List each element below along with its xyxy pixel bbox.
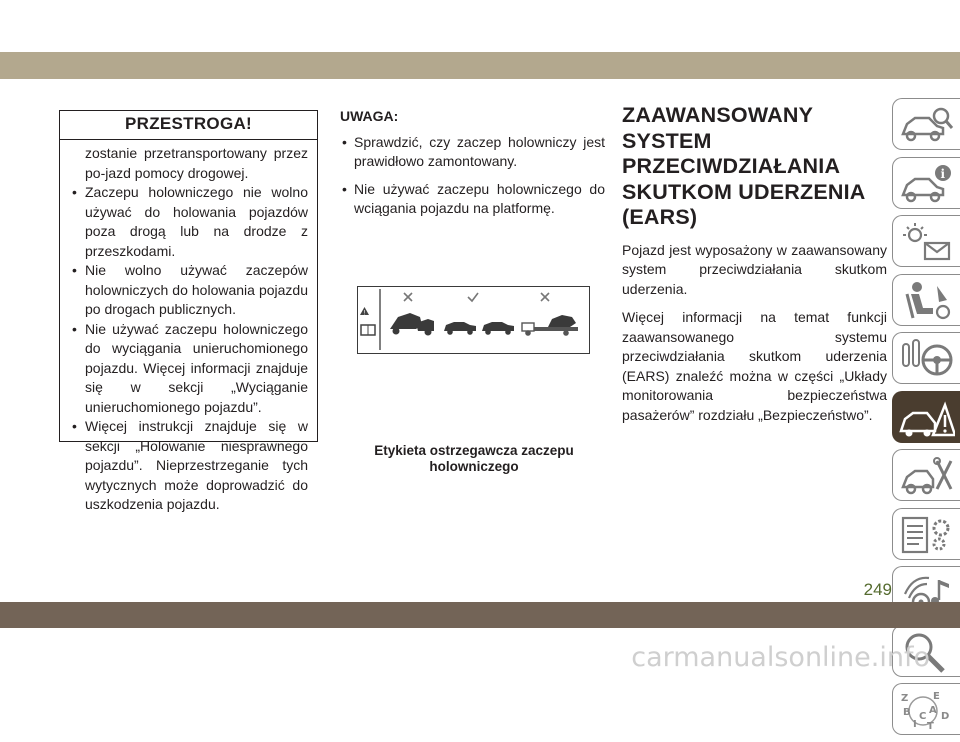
car-search-icon bbox=[899, 104, 955, 146]
airbag-seat-icon bbox=[899, 280, 955, 322]
svg-text:D: D bbox=[941, 711, 950, 722]
tab-index[interactable] bbox=[892, 683, 960, 735]
note-title: UWAGA: bbox=[340, 108, 399, 124]
alphabet-index-icon bbox=[899, 689, 955, 731]
page-number: 249 bbox=[863, 580, 892, 599]
caution-box bbox=[59, 110, 318, 512]
section-paragraph: Więcej informacji na temat funkcji zaawansowanego systemu przeciwdziałania skutkom uderzenia (EARS) znaleźć można w części „Układy monitorowania bezpieczeństwa pasażerów” rozdziału „Bezpieczeństwo”. bbox=[622, 309, 887, 423]
watermark bbox=[0, 642, 960, 673]
note-column bbox=[340, 107, 605, 227]
caution-item: • Zaczepu holowniczego nie wolno używać do holowania pojazdów poza drogą lub na drodze z przeszkodami. bbox=[70, 183, 308, 261]
caution-item: • Nie używać zaczepu holowniczego do wyciągania unieruchomionego pojazdu. Więcej informacji znajduje się w sekcji „Wyciąganie unieruchomionego pojazdu”. bbox=[70, 320, 308, 418]
svg-text:I: I bbox=[913, 719, 917, 730]
tab-warning-lights[interactable] bbox=[892, 215, 960, 267]
svg-text:!: ! bbox=[363, 309, 366, 317]
tow-warning-illustration bbox=[358, 287, 588, 352]
caution-list bbox=[70, 183, 308, 515]
car-tools-icon bbox=[899, 455, 955, 497]
tab-airbag-seat[interactable] bbox=[892, 274, 960, 326]
top-band bbox=[0, 52, 960, 79]
tow-hook-warning-label bbox=[357, 286, 590, 354]
section-title: ZAAWANSOWANY SYSTEM PRZECIWDZIAŁANIA SKUTKOM UDERZENIA (EARS) bbox=[622, 103, 865, 229]
caution-body bbox=[60, 140, 317, 515]
svg-text:E: E bbox=[933, 691, 940, 702]
caution-intro: zostanie przetransportowany przez po-jazd pomocy drogowej. bbox=[85, 145, 308, 181]
car-crash-icon bbox=[899, 397, 955, 439]
svg-text:i: i bbox=[940, 166, 946, 181]
svg-text:C: C bbox=[919, 711, 927, 722]
svg-text:B: B bbox=[903, 707, 911, 718]
car-info-icon bbox=[899, 163, 955, 205]
svg-text:A: A bbox=[929, 705, 937, 716]
note-item: • Sprawdzić, czy zaczep holowniczy jest prawidłowo zamontowany. bbox=[340, 133, 605, 172]
section-column bbox=[622, 103, 887, 434]
bottom-band bbox=[0, 602, 960, 628]
caution-title: PRZESTROGA! bbox=[60, 111, 317, 140]
section-paragraph: Pojazd jest wyposażony w zaawansowany system przeciwdziałania skutkom uderzenia. bbox=[622, 241, 887, 297]
caution-item: • Nie wolno używać zaczepów holowniczych do holowania pojazdu po drogach publicznych. bbox=[70, 261, 308, 320]
tab-car-tools[interactable] bbox=[892, 449, 960, 501]
svg-text:Z: Z bbox=[901, 693, 909, 704]
caution-item: • Więcej instrukcji znajduje się w sekcji „Holowanie niesprawnego pojazdu”. Nieprzestrzeganie tych wytycznych może doprowadzić do uszkodzenia pojazdu. bbox=[70, 417, 308, 515]
note-item: • Nie używać zaczepu holowniczego do wciągania pojazdu na platformę. bbox=[340, 180, 605, 219]
note-list bbox=[340, 133, 605, 219]
checklist-gear-icon bbox=[899, 514, 955, 556]
tab-car-info[interactable] bbox=[892, 157, 960, 209]
tab-car-search[interactable] bbox=[892, 98, 960, 150]
watermark-text: carmanualsonline.info bbox=[631, 642, 930, 673]
warning-lights-icon bbox=[899, 221, 955, 263]
tab-safety[interactable] bbox=[892, 391, 960, 443]
svg-text:T: T bbox=[927, 721, 934, 731]
tab-steering-wheel[interactable] bbox=[892, 332, 960, 384]
figure-caption: Etykieta ostrzegawcza zaczepu holowniczego bbox=[374, 443, 574, 474]
tab-checklist[interactable] bbox=[892, 508, 960, 560]
steering-wheel-icon bbox=[899, 338, 955, 380]
